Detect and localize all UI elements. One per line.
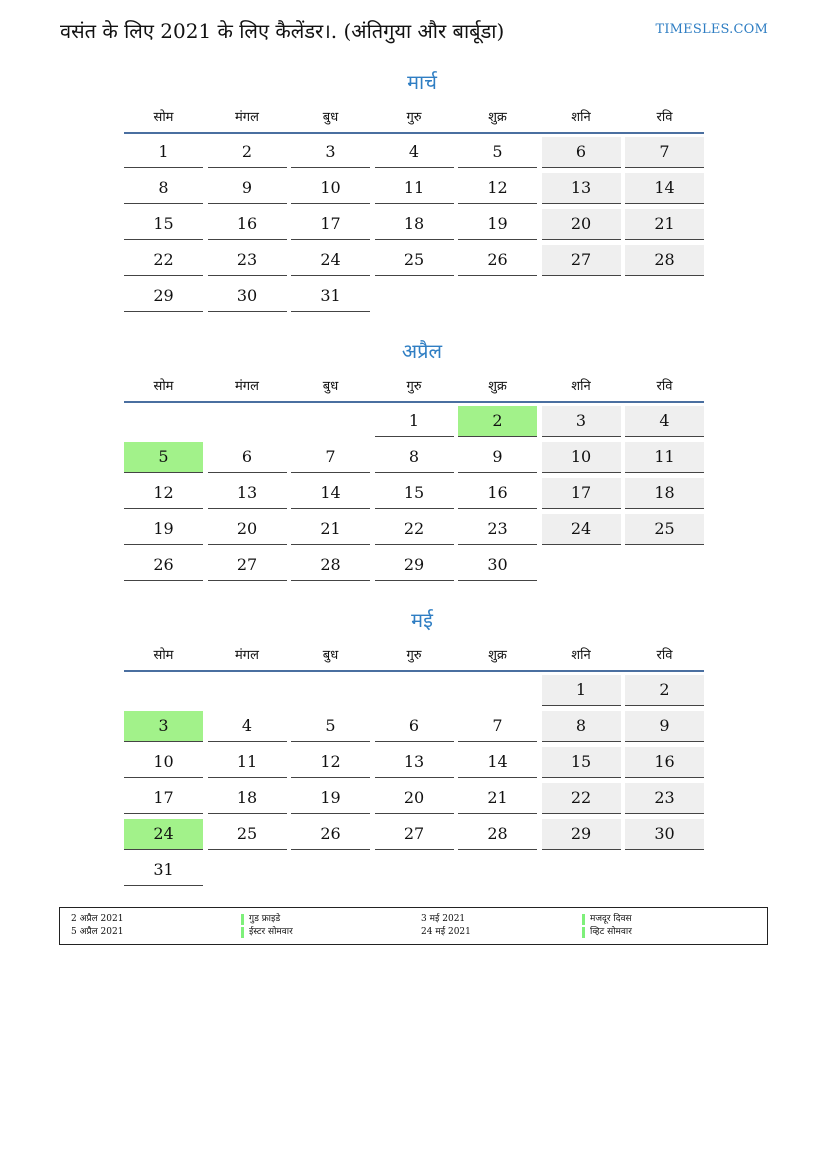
day-cell: 7 (291, 442, 370, 473)
day-cell: 14 (625, 173, 704, 204)
day-cell: 12 (291, 747, 370, 778)
day-cell: 2 (625, 675, 704, 706)
day-cell: 21 (625, 209, 704, 240)
day-cell: 20 (542, 209, 621, 240)
day-cell: 29 (124, 281, 203, 312)
weekday-label: शनि (571, 379, 591, 394)
day-cell: 25 (208, 819, 287, 850)
day-cell: 10 (542, 442, 621, 473)
header-rule (124, 670, 704, 672)
day-cell: 11 (625, 442, 704, 473)
page-title: वसंत के लिए 2021 के लिए कैलेंडर।. (अंतिगुया और बार्बूडा) (60, 19, 505, 43)
day-cell: 9 (208, 173, 287, 204)
day-cell: 13 (208, 478, 287, 509)
day-cell: 8 (124, 173, 203, 204)
month-grid (124, 404, 704, 584)
day-cell: 5 (291, 711, 370, 742)
day-cell: 16 (458, 478, 537, 509)
holiday-day-cell: 5 (124, 442, 203, 473)
legend-holiday-marker (582, 914, 585, 925)
day-cell: 3 (542, 406, 621, 437)
day-cell: 12 (124, 478, 203, 509)
legend-date: 3 मई 2021 (421, 914, 466, 924)
day-cell: 4 (375, 137, 454, 168)
day-cell: 22 (375, 514, 454, 545)
weekday-label: बुध (322, 379, 339, 394)
day-cell: 19 (458, 209, 537, 240)
weekday-label: रवि (656, 648, 673, 663)
day-cell: 2 (208, 137, 287, 168)
weekday-label: शनि (571, 110, 591, 125)
day-cell: 31 (124, 855, 203, 886)
legend-holiday-name: व्हिट सोमवार (590, 927, 632, 937)
day-cell: 19 (291, 783, 370, 814)
weekday-label: मंगल (235, 648, 259, 663)
weekday-label: शुक्र (488, 648, 507, 663)
day-cell: 13 (542, 173, 621, 204)
day-cell: 14 (291, 478, 370, 509)
day-cell: 30 (208, 281, 287, 312)
weekday-label: सोम (153, 110, 174, 125)
day-cell: 1 (542, 675, 621, 706)
month-block (124, 336, 704, 584)
day-cell: 27 (542, 245, 621, 276)
day-cell: 11 (375, 173, 454, 204)
day-cell: 4 (625, 406, 704, 437)
day-cell: 24 (291, 245, 370, 276)
holiday-day-cell: 2 (458, 406, 537, 437)
day-cell: 17 (542, 478, 621, 509)
weekday-label: शनि (571, 648, 591, 663)
day-cell: 22 (542, 783, 621, 814)
month-title (124, 605, 704, 635)
day-cell: 29 (542, 819, 621, 850)
day-cell: 27 (375, 819, 454, 850)
weekday-label: गुरु (406, 379, 422, 394)
holiday-legend (59, 907, 768, 945)
day-cell: 9 (625, 711, 704, 742)
day-cell: 17 (291, 209, 370, 240)
weekday-label: मंगल (235, 110, 259, 125)
month-grid (124, 135, 704, 315)
weekday-header (124, 639, 704, 673)
day-cell: 6 (208, 442, 287, 473)
month-title (124, 336, 704, 366)
day-cell: 18 (375, 209, 454, 240)
month-name: मार्च (407, 70, 437, 94)
day-cell: 18 (208, 783, 287, 814)
day-cell: 28 (291, 550, 370, 581)
weekday-label: बुध (322, 648, 339, 663)
weekday-label: मंगल (235, 379, 259, 394)
month-block (124, 67, 704, 315)
day-cell: 1 (375, 406, 454, 437)
day-cell: 20 (208, 514, 287, 545)
month-block (124, 605, 704, 889)
day-cell: 23 (458, 514, 537, 545)
day-cell: 25 (625, 514, 704, 545)
legend-holiday-marker (582, 927, 585, 938)
weekday-label: गुरु (406, 110, 422, 125)
legend-holiday-name: गुड फ्राइडे (249, 914, 281, 924)
day-cell: 14 (458, 747, 537, 778)
day-cell: 22 (124, 245, 203, 276)
day-cell: 3 (291, 137, 370, 168)
day-cell: 28 (458, 819, 537, 850)
day-cell: 9 (458, 442, 537, 473)
day-cell: 13 (375, 747, 454, 778)
day-cell: 15 (542, 747, 621, 778)
day-cell: 16 (625, 747, 704, 778)
legend-holiday-marker (241, 927, 244, 938)
header-rule (124, 401, 704, 403)
header-rule (124, 132, 704, 134)
legend-holiday-name: मजदूर दिवस (590, 914, 632, 924)
day-cell: 15 (375, 478, 454, 509)
legend-holiday-name: ईस्टर सोमवार (249, 927, 293, 937)
day-cell: 21 (291, 514, 370, 545)
holiday-day-cell: 3 (124, 711, 203, 742)
day-cell: 28 (625, 245, 704, 276)
day-cell: 1 (124, 137, 203, 168)
weekday-header (124, 101, 704, 135)
month-grid (124, 673, 704, 889)
day-cell: 19 (124, 514, 203, 545)
day-cell: 17 (124, 783, 203, 814)
day-cell: 23 (208, 245, 287, 276)
day-cell: 7 (458, 711, 537, 742)
weekday-label: बुध (322, 110, 339, 125)
weekday-label: सोम (153, 648, 174, 663)
day-cell: 26 (291, 819, 370, 850)
legend-date: 24 मई 2021 (421, 927, 471, 937)
day-cell: 30 (625, 819, 704, 850)
brand-link[interactable]: TIMESLES.COM (655, 22, 768, 37)
day-cell: 23 (625, 783, 704, 814)
month-title (124, 67, 704, 97)
day-cell: 15 (124, 209, 203, 240)
holiday-day-cell: 24 (124, 819, 203, 850)
weekday-label: गुरु (406, 648, 422, 663)
day-cell: 30 (458, 550, 537, 581)
legend-date: 5 अप्रैल 2021 (71, 927, 124, 937)
day-cell: 29 (375, 550, 454, 581)
day-cell: 8 (542, 711, 621, 742)
day-cell: 24 (542, 514, 621, 545)
day-cell: 18 (625, 478, 704, 509)
day-cell: 26 (458, 245, 537, 276)
legend-date: 2 अप्रैल 2021 (71, 914, 124, 924)
day-cell: 31 (291, 281, 370, 312)
weekday-label: सोम (153, 379, 174, 394)
month-name: अप्रैल (401, 339, 443, 363)
day-cell: 11 (208, 747, 287, 778)
weekday-label: शुक्र (488, 379, 507, 394)
day-cell: 20 (375, 783, 454, 814)
day-cell: 7 (625, 137, 704, 168)
weekday-label: शुक्र (488, 110, 507, 125)
day-cell: 26 (124, 550, 203, 581)
day-cell: 16 (208, 209, 287, 240)
day-cell: 5 (458, 137, 537, 168)
day-cell: 21 (458, 783, 537, 814)
weekday-header (124, 370, 704, 404)
month-name: मई (411, 608, 433, 632)
day-cell: 6 (375, 711, 454, 742)
day-cell: 10 (124, 747, 203, 778)
day-cell: 6 (542, 137, 621, 168)
day-cell: 10 (291, 173, 370, 204)
weekday-label: रवि (656, 379, 673, 394)
day-cell: 25 (375, 245, 454, 276)
day-cell: 27 (208, 550, 287, 581)
day-cell: 4 (208, 711, 287, 742)
weekday-label: रवि (656, 110, 673, 125)
legend-holiday-marker (241, 914, 244, 925)
day-cell: 12 (458, 173, 537, 204)
day-cell: 8 (375, 442, 454, 473)
